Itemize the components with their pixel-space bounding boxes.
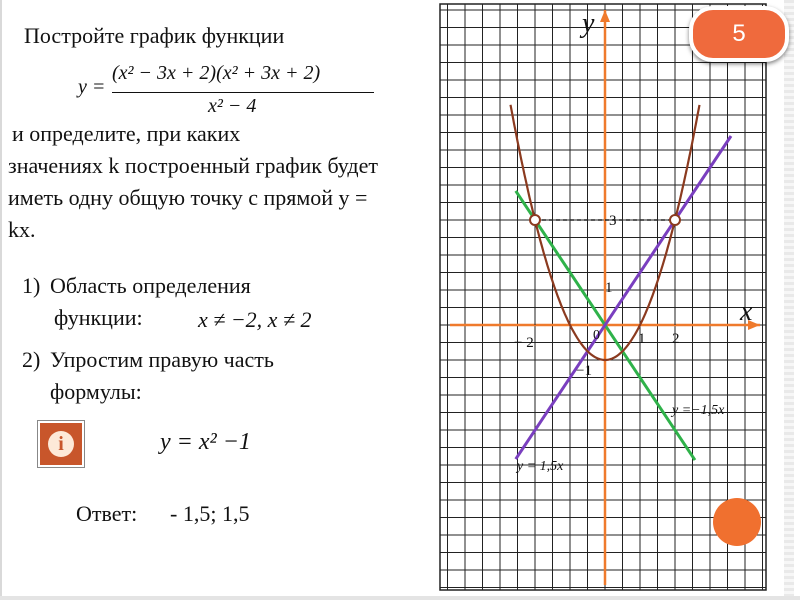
label-minus-two: − 2: [514, 335, 534, 351]
task-title: Постройте график функции: [24, 23, 285, 48]
step2-line2: формулы:: [50, 379, 142, 404]
line-pos-label: y = 1,5x: [517, 459, 564, 474]
fraction-bar: [112, 92, 374, 93]
label-origin: 0: [593, 328, 600, 343]
task-line-1: и определите, при каких: [12, 121, 241, 146]
function-formula: [78, 62, 378, 122]
step2-line1: Упростим правую часть: [50, 347, 274, 372]
hole-point-left: [530, 215, 540, 225]
label-one-x: 1: [638, 331, 646, 347]
formula-numerator: (x² − 3x + 2)(x² + 3x + 2): [112, 62, 321, 84]
step1-line1: Область определения: [50, 273, 251, 298]
label-three: 3: [609, 213, 617, 229]
hole-point-right: [670, 215, 680, 225]
line-neg-label: y =−1,5x: [672, 403, 725, 418]
x-axis-label: x: [740, 296, 753, 327]
info-icon[interactable]: [38, 421, 84, 467]
formula-denominator: x² − 4: [208, 95, 257, 117]
slide-number-badge: 5: [689, 6, 789, 62]
formula-lhs: y =: [78, 76, 106, 98]
task-line-3: иметь одну общую точку с прямой y =: [8, 185, 368, 210]
answer-label: Ответ:: [76, 501, 138, 526]
task-line-2: значениях k построенный график будет: [8, 153, 378, 178]
info-glyph: i: [48, 431, 74, 457]
y-axis-label: y: [582, 8, 595, 39]
label-minus-one: −1: [576, 363, 592, 379]
task-line-4: kx.: [8, 217, 36, 242]
graph-grid: [440, 4, 766, 590]
step1-number: 1): [22, 273, 41, 298]
simplified-formula: y = x² −1: [160, 429, 251, 455]
answer-value: - 1,5; 1,5: [170, 501, 250, 526]
step1-line2: функции:: [54, 305, 143, 330]
step2-number: 2): [22, 347, 41, 372]
label-one-y: 1: [605, 280, 613, 296]
grid-border: [440, 4, 766, 590]
label-two: 2: [672, 331, 680, 347]
domain-formula: x ≠ −2, x ≠ 2: [198, 307, 312, 332]
nav-button[interactable]: [713, 498, 761, 546]
